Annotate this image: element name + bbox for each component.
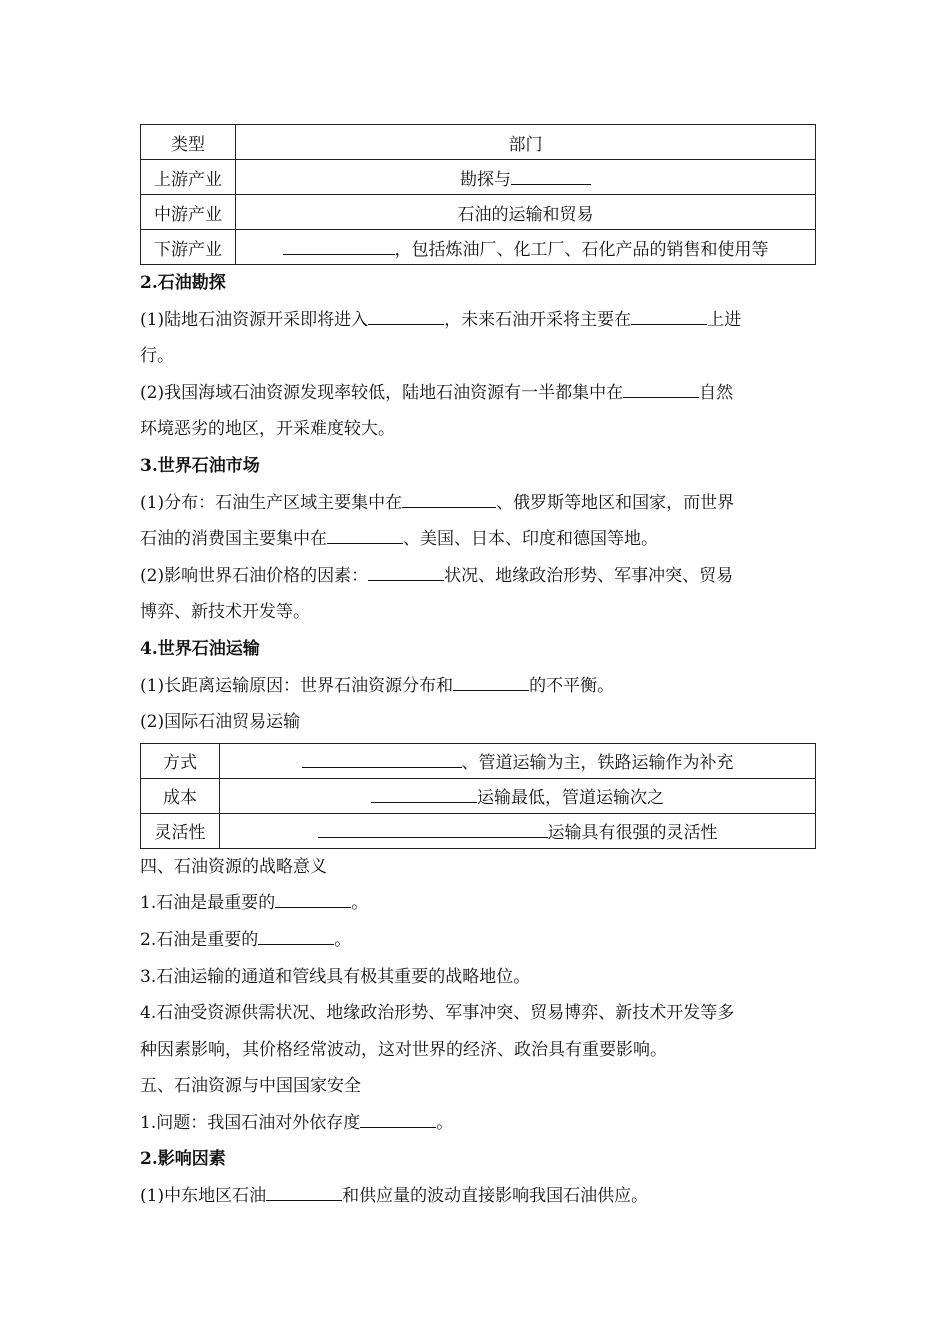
fill-blank[interactable] — [402, 492, 496, 508]
list-item-cont: 种因素影响，其价格经常波动，这对世界的经济、政治具有重要影响。 — [140, 1039, 667, 1060]
fill-blank[interactable] — [368, 309, 444, 325]
list-item: 3.石油运输的通道和管线具有极其重要的战略地位。 — [140, 966, 531, 987]
fill-blank[interactable] — [623, 382, 699, 398]
paragraph: (2)我国海域石油资源发现率较低，陆地石油资源有一半都集中在 自然 — [140, 382, 734, 403]
paragraph: (2)国际石油贸易运输 — [140, 712, 301, 733]
fill-blank[interactable] — [302, 752, 462, 768]
paragraph-cont: 博弈、新技术开发等。 — [140, 602, 310, 623]
header-dept: 部门 — [236, 125, 816, 160]
paragraph: (2)影响世界石油价格的因素： 状况、地缘政治形势、军事冲突、贸易 — [140, 565, 734, 586]
table-header-row — [141, 125, 816, 160]
paragraph-cont: 石油的消费国主要集中在 、美国、日本、印度和德国等地。 — [140, 529, 658, 550]
section-title: 2.石油勘探 — [140, 273, 226, 293]
row-type: 上游产业 — [141, 160, 236, 195]
paragraph-cont: 环境恶劣的地区，开采难度较大。 — [140, 419, 395, 440]
row-label: 成本 — [141, 778, 220, 813]
table-row — [141, 195, 816, 230]
document-page — [140, 124, 816, 1215]
row-dept: ，包括炼油厂、化工厂、石化产品的销售和使用等 — [236, 230, 816, 265]
section-title: 3.世界石油市场 — [140, 455, 260, 476]
subsection-title: 2.影响因素 — [140, 1149, 226, 1170]
section-title: 五、石油资源与中国国家安全 — [140, 1076, 361, 1097]
section-title: 4.世界石油运输 — [140, 638, 260, 659]
paragraph: (1)中东地区石油 和供应量的波动直接影响我国石油供应。 — [140, 1186, 649, 1207]
list-item: 1.石油是最重要的 。 — [140, 893, 369, 914]
row-dept: 勘探与 — [236, 160, 816, 195]
paragraph: (1)长距离运输原因：世界石油资源分布和 的不平衡。 — [140, 675, 615, 696]
fill-blank[interactable] — [318, 822, 548, 838]
row-value: 运输最低，管道运输次之 — [220, 778, 816, 813]
list-item: 2.石油是重要的 。 — [140, 929, 352, 950]
fill-blank[interactable] — [371, 787, 477, 803]
fill-blank[interactable] — [368, 565, 444, 581]
fill-blank[interactable] — [360, 1112, 436, 1128]
fill-blank[interactable] — [283, 239, 395, 255]
list-item: 1.问题：我国石油对外依存度 。 — [140, 1112, 454, 1133]
industry-table — [140, 124, 816, 265]
row-label: 灵活性 — [141, 813, 220, 848]
fill-blank[interactable] — [631, 309, 707, 325]
table-row — [141, 778, 816, 813]
section-title: 四、石油资源的战略意义 — [140, 856, 327, 877]
header-type: 类型 — [141, 125, 236, 160]
row-dept: 石油的运输和贸易 — [236, 195, 816, 230]
fill-blank[interactable] — [511, 169, 591, 185]
paragraph-cont: 行。 — [140, 346, 174, 367]
paragraph: (1)陆地石油资源开采即将进入 ，未来石油开采将主要在 上进 — [140, 309, 742, 330]
table-row — [141, 813, 816, 848]
fill-blank[interactable] — [275, 892, 351, 908]
row-value: 、管道运输为主，铁路运输作为补充 — [220, 743, 816, 778]
table-row — [141, 743, 816, 778]
fill-blank[interactable] — [453, 675, 529, 691]
fill-blank[interactable] — [258, 929, 334, 945]
paragraph: (1)分布：石油生产区域主要集中在 、俄罗斯等地区和国家，而世界 — [140, 492, 735, 513]
fill-blank[interactable] — [327, 528, 403, 544]
transport-table — [140, 743, 816, 849]
table-row — [141, 230, 816, 265]
fill-blank[interactable] — [266, 1185, 342, 1201]
list-item: 4.石油受资源供需状况、地缘政治形势、军事冲突、贸易博弈、新技术开发等多 — [140, 1003, 735, 1024]
row-type: 中游产业 — [141, 195, 236, 230]
row-label: 方式 — [141, 743, 220, 778]
row-value: 运输具有很强的灵活性 — [220, 813, 816, 848]
table-row — [141, 160, 816, 195]
row-type: 下游产业 — [141, 230, 236, 265]
